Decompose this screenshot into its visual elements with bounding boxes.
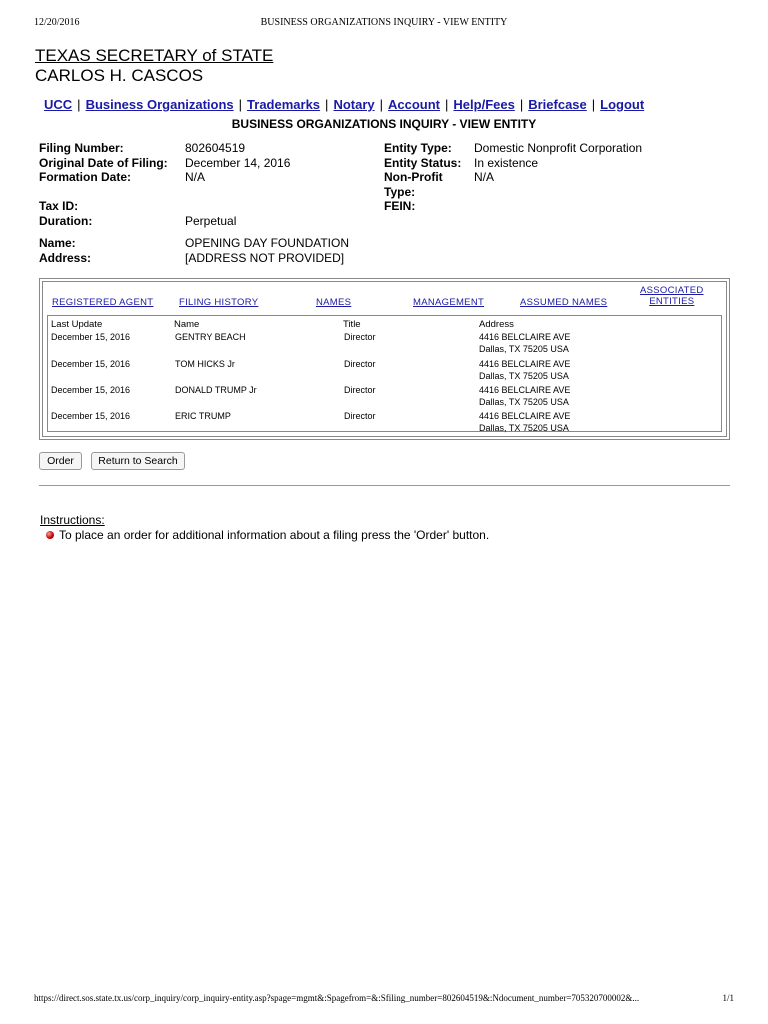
print-date: 12/20/2016	[34, 17, 80, 28]
address-line-2: Dallas, TX 75205 USA	[479, 344, 569, 354]
table-cell-last-update: December 15, 2016	[51, 385, 131, 395]
entity-labels-right	[384, 141, 469, 214]
nav-briefcase[interactable]: Briefcase	[528, 97, 587, 112]
order-button[interactable]: Order	[39, 452, 82, 470]
col-header-title: Title	[343, 319, 361, 330]
tab-assumed-names[interactable]: ASSUMED NAMES	[520, 297, 608, 308]
table-cell-title: Director	[344, 332, 376, 342]
entity-values-left	[185, 141, 375, 228]
table-cell-name: DONALD TRUMP Jr	[175, 385, 257, 395]
duration-label: Duration:	[39, 213, 93, 228]
name-address-values	[185, 236, 485, 265]
table-cell-name: GENTRY BEACH	[175, 332, 246, 342]
management-table	[47, 315, 722, 432]
table-cell-last-update: December 15, 2016	[51, 359, 131, 369]
nav-separator: |	[238, 97, 243, 112]
address-line-2: Dallas, TX 75205 USA	[479, 371, 569, 381]
filing-number-label: Filing Number:	[39, 141, 124, 155]
entity-name-value: OPENING DAY FOUNDATION	[185, 236, 350, 250]
detail-tabs-panel	[39, 278, 730, 440]
table-cell-title: Director	[344, 411, 376, 421]
table-cell-address	[479, 358, 570, 382]
entity-labels-left	[39, 141, 179, 228]
entity-type-label: Entity Type:	[384, 141, 452, 155]
tab-associated-entities[interactable]	[640, 285, 704, 307]
address-line-1: 4416 BELCLAIRE AVE	[479, 332, 571, 342]
agency-name: TEXAS SECRETARY of STATE	[35, 46, 274, 65]
nav-separator: |	[379, 97, 384, 112]
address-line-1: 4416 BELCLAIRE AVE	[479, 359, 571, 369]
table-cell-name: ERIC TRUMP	[175, 411, 231, 421]
duration-value: Perpetual	[185, 213, 237, 228]
nav-logout[interactable]: Logout	[600, 97, 645, 112]
detail-tabs-inner	[42, 281, 727, 437]
address-line-2: Dallas, TX 75205 USA	[479, 397, 569, 407]
entity-address-label: Address:	[39, 250, 92, 265]
col-header-name: Name	[174, 319, 200, 330]
print-url: https://direct.sos.state.tx.us/corp_inquiry/corp_inquiry-entity.asp?spage=mgmt&:Spagefrom=&:Sfiling_number=802604519&:Ndocument_number=705320700002&...	[34, 993, 640, 1003]
table-cell-title: Director	[344, 385, 376, 395]
col-header-last-update: Last Update	[51, 319, 103, 330]
nav-business-organizations[interactable]: Business Organizations	[85, 97, 234, 112]
page-title: BUSINESS ORGANIZATIONS INQUIRY - VIEW ENTITY	[231, 117, 537, 131]
entity-status-value: In existence	[474, 155, 539, 170]
print-title: BUSINESS ORGANIZATIONS INQUIRY - VIEW ENTITY	[260, 17, 508, 28]
table-cell-last-update: December 15, 2016	[51, 411, 131, 421]
formation-date-label: Formation Date:	[39, 170, 132, 184]
address-line-2: Dallas, TX 75205 USA	[479, 423, 569, 433]
print-page-number: 1/1	[722, 993, 734, 1003]
instruction-item	[46, 528, 489, 542]
nav-separator: |	[445, 97, 449, 112]
table-cell-address	[479, 384, 570, 408]
red-bullet-icon	[46, 531, 54, 539]
spacer	[39, 185, 179, 200]
instruction-text: To place an order for additional information about a filing press the 'Order' button.	[59, 528, 490, 542]
nav-help-fees[interactable]: Help/Fees	[453, 97, 515, 112]
spacer	[474, 185, 734, 200]
nav-notary[interactable]: Notary	[333, 97, 375, 112]
formation-date-value: N/A	[185, 170, 206, 184]
agency-official: CARLOS H. CASCOS	[35, 66, 204, 85]
original-date-value: December 14, 2016	[185, 155, 291, 170]
nonprofit-type-label: Non-Profit	[384, 170, 443, 184]
tab-associated-label-1: ASSOCIATED	[640, 285, 704, 296]
tab-registered-agent[interactable]: REGISTERED AGENT	[52, 297, 154, 308]
table-cell-name: TOM HICKS Jr	[175, 359, 235, 369]
print-footer	[34, 993, 734, 1005]
instructions-label: Instructions:	[40, 513, 105, 527]
tab-filing-history[interactable]: FILING HISTORY	[179, 297, 259, 308]
table-cell-address	[479, 331, 570, 355]
top-nav	[44, 97, 644, 112]
nav-separator: |	[77, 97, 81, 112]
nav-separator: |	[591, 97, 596, 112]
print-header	[34, 17, 734, 31]
table-cell-last-update: December 15, 2016	[51, 332, 131, 342]
entity-address-value: [ADDRESS NOT PROVIDED]	[185, 250, 345, 265]
fein-value	[474, 199, 734, 214]
nonprofit-type-value: N/A	[474, 170, 495, 184]
nav-separator: |	[519, 97, 524, 112]
divider	[39, 485, 730, 486]
nav-account[interactable]: Account	[388, 97, 441, 112]
agency-header	[35, 46, 273, 86]
nav-separator: |	[325, 97, 329, 112]
entity-type-value: Domestic Nonprofit Corporation	[474, 141, 643, 155]
tax-id-value	[185, 199, 375, 214]
nav-ucc[interactable]: UCC	[44, 97, 73, 112]
table-cell-title: Director	[344, 359, 376, 369]
address-line-1: 4416 BELCLAIRE AVE	[479, 385, 571, 395]
fein-label: FEIN:	[384, 199, 416, 213]
entity-values-right	[474, 141, 734, 214]
return-to-search-button[interactable]: Return to Search	[91, 452, 185, 470]
nav-trademarks[interactable]: Trademarks	[247, 97, 321, 112]
col-header-address: Address	[479, 319, 514, 330]
tab-names[interactable]: NAMES	[316, 297, 352, 308]
tax-id-label: Tax ID:	[39, 199, 79, 213]
table-cell-address	[479, 410, 570, 434]
name-address-labels	[39, 236, 179, 265]
original-date-label: Original Date of Filing:	[39, 155, 168, 170]
address-line-1: 4416 BELCLAIRE AVE	[479, 411, 571, 421]
filing-number-value: 802604519	[185, 141, 246, 155]
entity-name-label: Name:	[39, 236, 76, 250]
spacer	[185, 185, 375, 200]
tab-management[interactable]: MANAGEMENT	[413, 297, 485, 308]
tab-associated-label-2: ENTITIES	[649, 296, 695, 307]
nonprofit-type-label-2: Type:	[384, 184, 416, 199]
entity-status-label: Entity Status:	[384, 155, 462, 170]
